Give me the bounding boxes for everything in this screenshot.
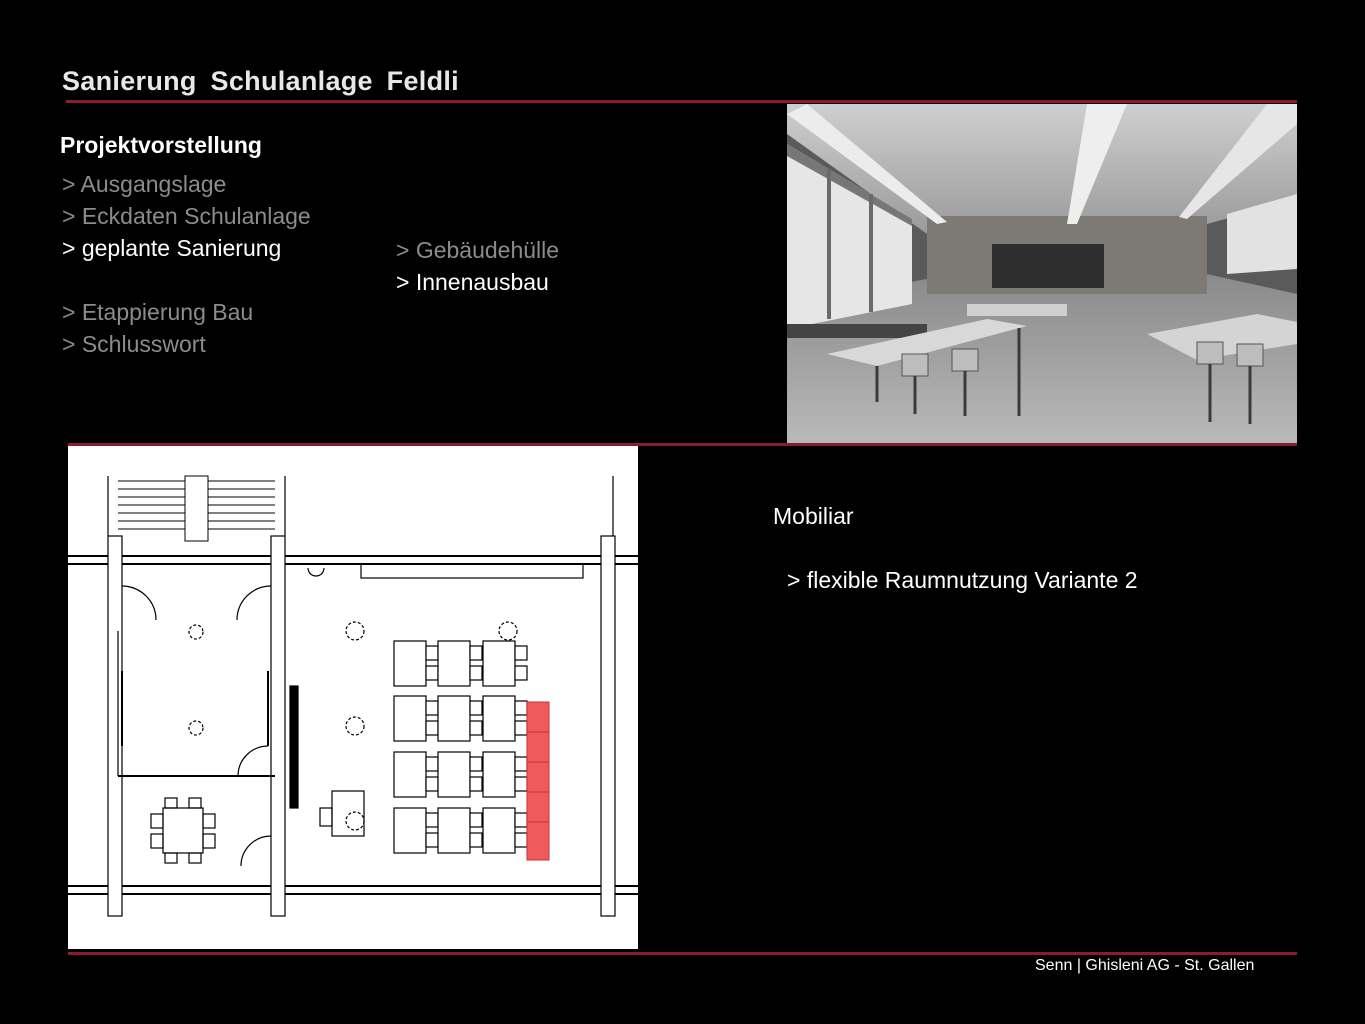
content-point: > flexible Raumnutzung Variante 2 (787, 567, 1138, 593)
subnav-item-gebaeudehuelle[interactable]: > Gebäudehülle (396, 237, 560, 263)
nav-item-schlusswort[interactable]: > Schlusswort (62, 331, 206, 357)
subnav-item-innenausbau[interactable]: > Innenausbau (396, 269, 549, 295)
content-heading: Mobiliar (773, 503, 854, 529)
footer-rule (68, 952, 1297, 955)
floor-plan (68, 446, 638, 949)
title-rule (66, 100, 1297, 103)
classroom-photo (787, 104, 1297, 444)
page-title: Sanierung Schulanlage Feldli (62, 66, 459, 96)
nav-item-etappierung[interactable]: > Etappierung Bau (62, 299, 254, 325)
footer-credit: Senn | Ghisleni AG - St. Gallen (1035, 957, 1255, 974)
main-nav (62, 168, 311, 360)
classroom-photo-drawing (787, 104, 1297, 444)
section-subtitle: Projektvorstellung (60, 132, 262, 158)
nav-item-ausgangslage[interactable]: > Ausgangslage (62, 171, 227, 197)
nav-spacer (62, 264, 311, 296)
sub-nav (396, 234, 559, 298)
floor-plan-drawing (68, 446, 638, 949)
nav-item-eckdaten[interactable]: > Eckdaten Schulanlage (62, 203, 311, 229)
nav-item-geplante-sanierung[interactable]: > geplante Sanierung (62, 235, 282, 261)
